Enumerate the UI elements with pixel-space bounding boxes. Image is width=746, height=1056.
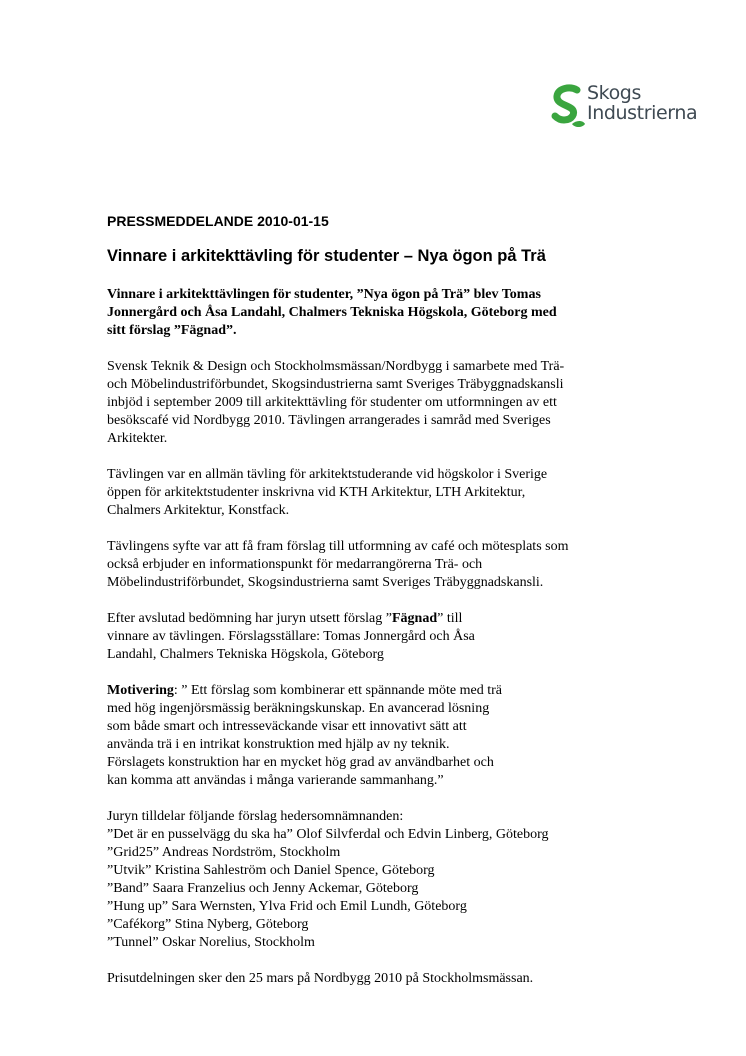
honorable-mention-item: ”Band” Saara Franzelius och Jenny Ackemar, Göteborg — [107, 881, 419, 896]
text-line: kan komma att användas i många varierande sammanhang.” — [107, 773, 444, 788]
paragraph-organizers — [107, 358, 627, 448]
honorable-mention-item: ”Hung up” Sara Wernsten, Ylva Frid och Emil Lundh, Göteborg — [107, 899, 467, 914]
text-line: sitt förslag ”Fägnad”. — [107, 323, 237, 338]
text-line: inbjöd i september 2009 till arkitekttävling för studenter om utformningen av ett — [107, 395, 557, 410]
paragraph-motivation — [107, 682, 627, 790]
logo-line-1: Skogs — [587, 82, 641, 104]
text-line: öppen för arkitektstudenter inskrivna vid KTH Arkitektur, LTH Arkitektur, — [107, 485, 526, 500]
text-line: Vinnare i arkitekttävlingen för studenter, ”Nya ögon på Trä” blev Tomas — [107, 287, 541, 302]
text-line: vinnare av tävlingen. Förslagsställare: Tomas Jonnergård och Åsa — [107, 629, 475, 644]
honorable-mention-item: ”Det är en pusselvägg du ska ha” Olof Silvferdal och Edvin Linberg, Göteborg — [107, 827, 549, 842]
text-line: Tävlingen var en allmän tävling för arkitektstuderande vid högskolor i Sverige — [107, 467, 548, 482]
paragraph-winner — [107, 610, 627, 664]
winner-name: Fägnad — [391, 611, 438, 626]
text-line: använda trä i en intrikat konstruktion med hjälp av ny teknik. — [107, 737, 450, 752]
text-line: Möbelindustriförbundet, Skogsindustrierna samt Sveriges Träbyggnadskansli. — [107, 575, 544, 590]
text-line: Jonnergård och Åsa Landahl, Chalmers Tekniska Högskola, Göteborg med — [107, 305, 557, 320]
article-body — [107, 286, 627, 1006]
paragraph-eligibility — [107, 466, 627, 520]
text-line: Svensk Teknik & Design och Stockholmsmässan/Nordbygg i samarbete med Trä- — [107, 359, 565, 374]
honorable-mention-item: ”Tunnel” Oskar Norelius, Stockholm — [107, 935, 315, 950]
text-line: och Möbelindustriförbundet, Skogsindustrierna samt Sveriges Träbyggnadskansli — [107, 377, 564, 392]
text-line: som både smart och intresseväckande visar ett innovativt sätt att — [107, 719, 467, 734]
text-line: också erbjuder en informationspunkt för medarrangörerna Trä- och — [107, 557, 483, 572]
text-line: Juryn tilldelar följande förslag hedersomnämnanden: — [107, 809, 404, 824]
press-release-kicker: PRESSMEDDELANDE 2010-01-15 — [107, 213, 329, 229]
lead-paragraph — [107, 286, 627, 340]
text-line — [107, 610, 627, 628]
skogsindustrierna-logo — [550, 84, 710, 130]
text-line: Landahl, Chalmers Tekniska Högskola, Göteborg — [107, 647, 384, 662]
logo-line-2: Industrierna — [587, 102, 698, 124]
text-line: med hög ingenjörsmässig beräkningskunskap. En avancerad lösning — [107, 701, 490, 716]
honorable-mention-item: ”Utvik” Kristina Sahleström och Daniel Spence, Göteborg — [107, 863, 435, 878]
text-line: Prisutdelningen sker den 25 mars på Nordbygg 2010 på Stockholmsmässan. — [107, 971, 534, 986]
headline: Vinnare i arkitekttävling för studenter – Nya ögon på Trä — [107, 247, 546, 265]
paragraph-purpose — [107, 538, 627, 592]
text-line: besökscafé vid Nordbygg 2010. Tävlingen arrangerades i samråd med Sveriges — [107, 413, 551, 428]
text-line: Tävlingens syfte var att få fram förslag till utformning av café och mötesplats som — [107, 539, 569, 554]
text-run: : ” Ett förslag som kombinerar ett spännande möte med trä — [173, 683, 502, 698]
paragraph-honorable-mentions — [107, 808, 627, 952]
honorable-mention-item: ”Grid25” Andreas Nordström, Stockholm — [107, 845, 341, 860]
paragraph-award-ceremony — [107, 970, 627, 988]
logo-s-leaf-icon — [550, 84, 586, 130]
text-line: Chalmers Arkitektur, Konstfack. — [107, 503, 290, 518]
text-line — [107, 682, 627, 700]
text-run: Efter avslutad bedömning har juryn utsett förslag ” — [107, 611, 392, 626]
text-run: ” till — [437, 611, 463, 626]
honorable-mention-item: ”Cafékorg” Stina Nyberg, Göteborg — [107, 917, 309, 932]
logo-wordmark — [587, 84, 697, 123]
text-line: Förslagets konstruktion har en mycket hög grad av användbarhet och — [107, 755, 494, 770]
motivation-label: Motivering — [107, 683, 174, 698]
text-line: Arkitekter. — [107, 431, 168, 446]
